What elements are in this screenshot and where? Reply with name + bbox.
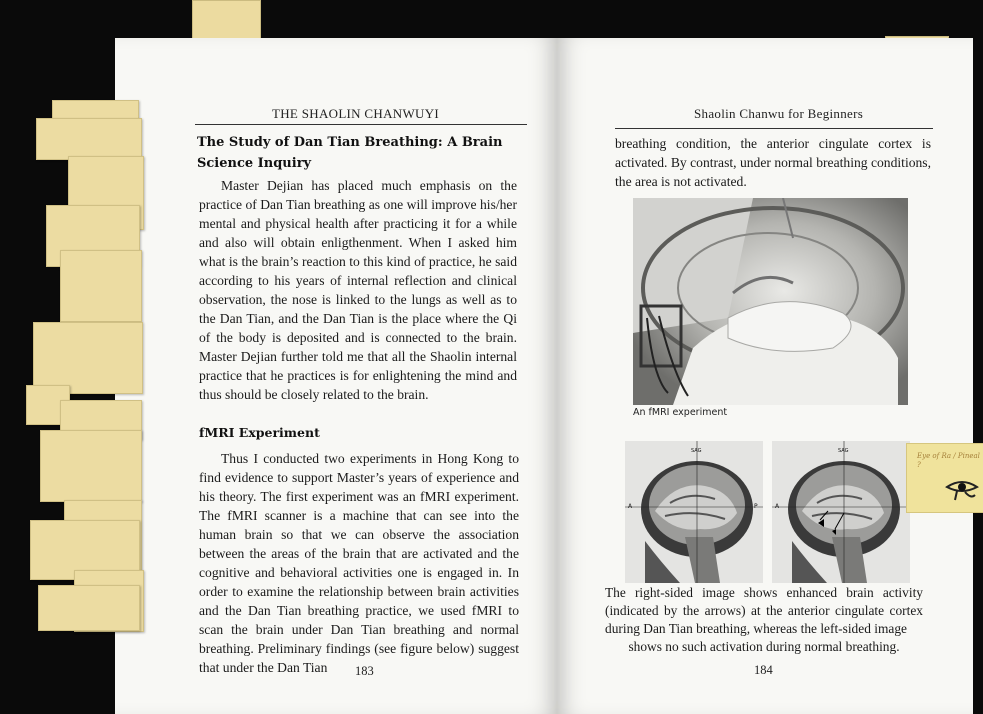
mri-anterior-label: A <box>628 503 633 510</box>
sticky-tab <box>38 585 140 631</box>
sagittal-brain-scan-right <box>772 441 910 583</box>
sticky-tab <box>33 322 143 394</box>
photo-caption: An fMRI experiment <box>633 407 728 418</box>
fmri-experiment-photo <box>633 198 908 405</box>
mri-scan-dan-tian-breathing <box>772 441 910 583</box>
sticky-tab <box>40 430 142 502</box>
running-head: THE SHAOLIN CHANWUYI <box>272 106 440 121</box>
sticky-tab <box>36 118 142 160</box>
eye-of-horus-icon <box>945 477 979 506</box>
sticky-tab <box>60 250 142 322</box>
header-rule <box>615 128 933 129</box>
sagittal-brain-scan-left <box>625 441 763 583</box>
mri-posterior-label: P <box>754 503 758 510</box>
running-head: Shaolin Chanwu for Beginners <box>694 106 864 121</box>
mri-scan-normal-breathing <box>625 441 763 583</box>
figure-caption <box>605 584 923 656</box>
subheading: fMRI Experiment <box>199 425 320 440</box>
section-title: The Study of Dan Tian Breathing: A Brain Science Inquiry <box>197 135 503 171</box>
body-paragraph: breathing condition, the anterior cingulate cortex is activated. By contrast, under normal breathing conditions, the area is not activated. <box>615 136 931 189</box>
page-number: 184 <box>754 663 773 677</box>
mri-orientation-label: SAG <box>691 448 702 454</box>
body-paragraph: Thus I conducted two experiments in Hong Kong to find evidence to support Master’s years of experience and his theory. The first experiment was an fMRI experiment. The fMRI scanner is a machine that can see into the human brain so that we can observe the association between the areas of the brain that are activated and the cognitive and behavioral activities one is engaged in. In order to examine the relationship between brain activities and the Dan Tian breathing practice, we used fMRI to scan the brain under Dan Tian breathing and normal breathing. Preliminary findings (see figure below) suggest that under the Dan Tian <box>199 451 519 675</box>
header-rule <box>195 124 527 125</box>
scanner-photo-illustration <box>633 198 908 405</box>
mri-orientation-label: SAG <box>838 448 849 454</box>
sticky-note-eye <box>906 443 983 513</box>
figure-caption-last-line: shows no such activation during normal breathing. <box>628 639 900 654</box>
page-number: 183 <box>355 664 374 678</box>
handwritten-note: Eye of Ra / Pineal ? <box>917 452 980 469</box>
figure-caption-main: The right-sided image shows enhanced brain activity (indicated by the arrows) at the anterior cingulate cortex during Dan Tian breathing, whereas the left-sided image <box>605 585 923 636</box>
mri-anterior-label: A <box>775 503 780 510</box>
body-paragraph: Master Dejian has placed much emphasis on the practice of Dan Tian breathing as one will improve his/her mental and physical health after practicing it for a while and also will obtain enligthenment. When I asked him what is the brain’s reaction to this kind of practice, he said according to his years of internal reflection and clinical observation, the nose is linked to the lungs as well as to the Dan Tian, and the Dan Tian is the place where the Qi of the body is deposited and is connected to the brain. Master Dejian further told me that all the Shaolin internal practice that he practices is for enlightening the mind and thus should be closely related to the brain. <box>199 178 517 402</box>
left-page <box>115 38 557 714</box>
